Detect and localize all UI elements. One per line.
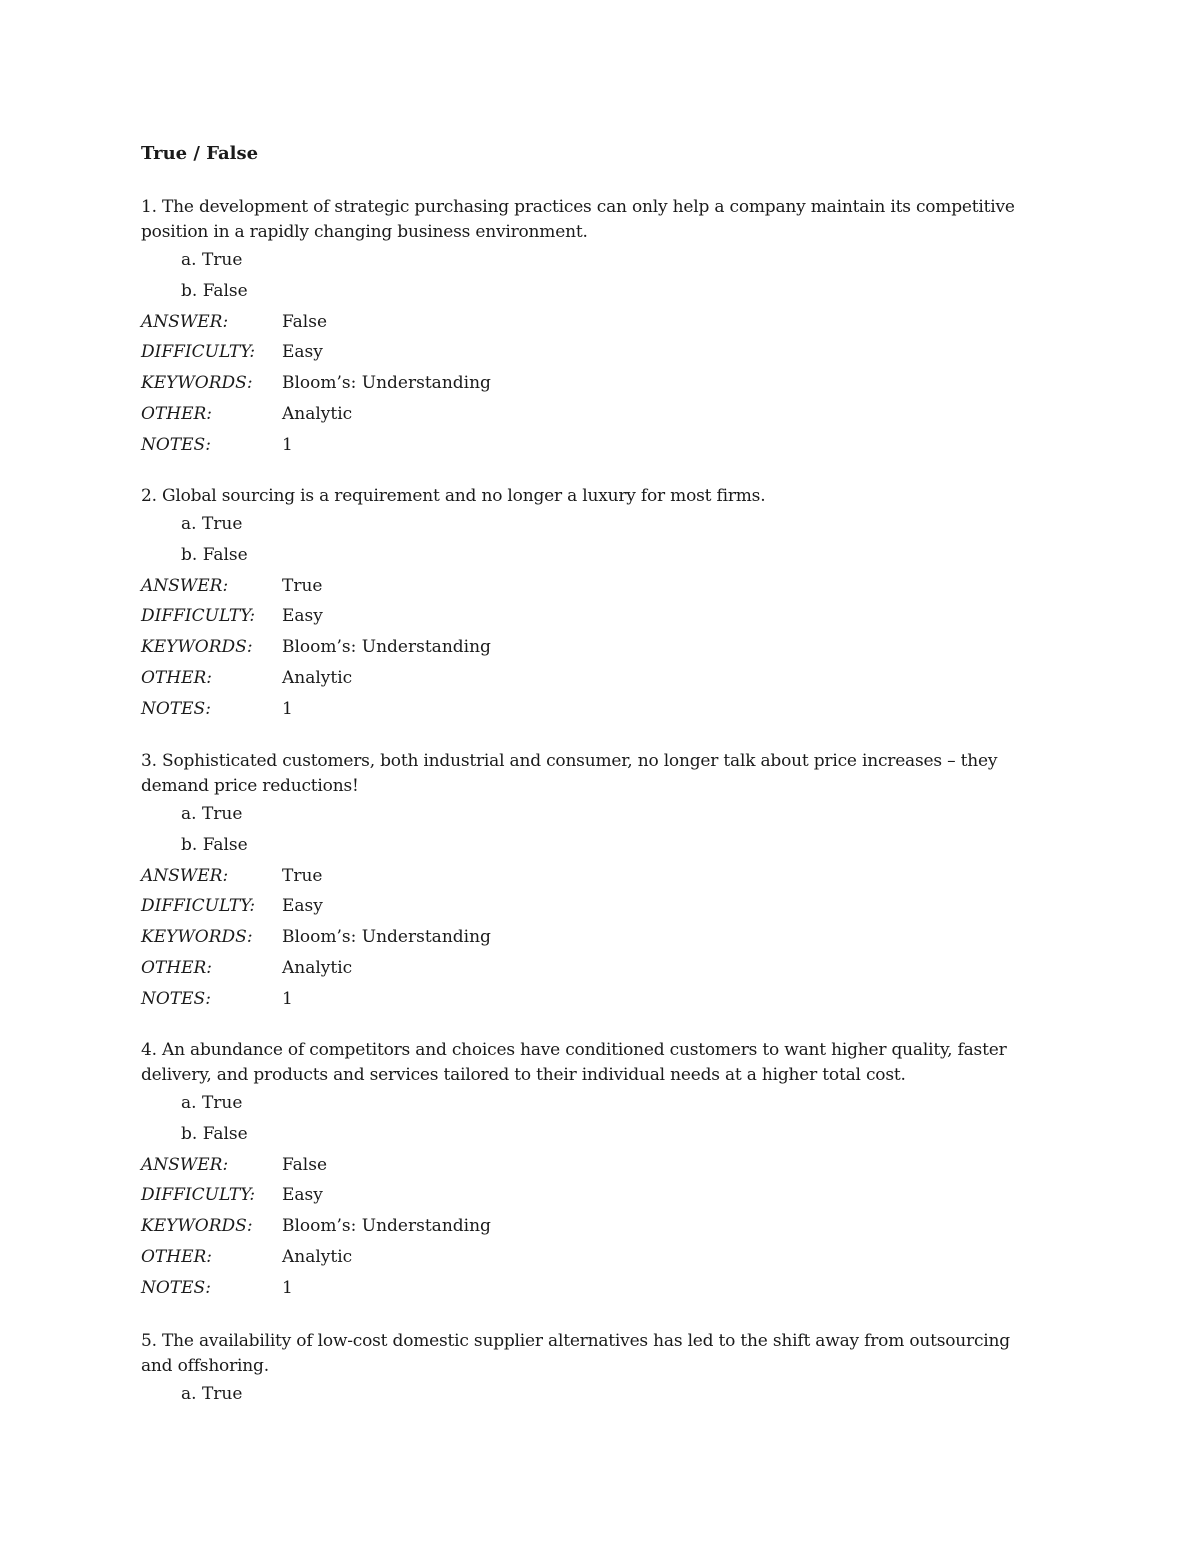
notes-label: NOTES: <box>141 434 211 455</box>
option-b: b. False <box>181 280 248 301</box>
difficulty-label: DIFFICULTY: <box>141 1185 256 1206</box>
notes-value: 1 <box>282 698 293 719</box>
option-a: a. True <box>181 804 243 824</box>
difficulty-row <box>141 891 1041 922</box>
keywords-row <box>141 368 1041 399</box>
answer-value: False <box>282 311 327 332</box>
other-label: OTHER: <box>141 957 213 978</box>
other-row <box>141 399 1041 430</box>
option-b: b. False <box>181 544 248 565</box>
option-b: b. False <box>181 1123 248 1144</box>
other-row <box>141 953 1041 984</box>
keywords-value: Bloom’s: Understanding <box>282 1216 491 1237</box>
difficulty-row <box>141 601 1041 632</box>
notes-row <box>141 694 1041 725</box>
other-value: Analytic <box>282 403 353 424</box>
keywords-value: Bloom’s: Understanding <box>282 373 491 394</box>
other-row <box>141 663 1041 694</box>
difficulty-value: Easy <box>282 342 323 363</box>
difficulty-label: DIFFICULTY: <box>141 342 256 363</box>
answer-row <box>141 1150 1041 1181</box>
other-row <box>141 1242 1041 1273</box>
other-label: OTHER: <box>141 403 213 424</box>
question-4 <box>141 1038 1041 1304</box>
question-2 <box>141 484 1041 725</box>
keywords-value: Bloom’s: Understanding <box>282 637 491 658</box>
notes-label: NOTES: <box>141 1277 211 1298</box>
answer-label: ANSWER: <box>141 575 229 596</box>
difficulty-value: Easy <box>282 1185 323 1206</box>
question-text: 1. The development of strategic purchasing practices can only help a company maintain its competitive position in a rapidly changing business environment. <box>141 197 1015 242</box>
notes-row <box>141 1273 1041 1304</box>
difficulty-value: Easy <box>282 606 323 627</box>
difficulty-row <box>141 1180 1041 1211</box>
question-text: 4. An abundance of competitors and choices have conditioned customers to want higher quality, faster delivery, and products and services tailored to their individual needs at a higher total cost. <box>141 1040 1007 1085</box>
notes-value: 1 <box>282 1277 293 1298</box>
question-text: 3. Sophisticated customers, both industrial and consumer, no longer talk about price increases – they demand price reductions! <box>141 751 998 796</box>
option-a: a. True <box>181 1093 243 1113</box>
other-value: Analytic <box>282 667 353 688</box>
notes-value: 1 <box>282 988 293 1009</box>
other-label: OTHER: <box>141 667 213 688</box>
notes-label: NOTES: <box>141 988 211 1009</box>
difficulty-value: Easy <box>282 896 323 917</box>
other-value: Analytic <box>282 957 353 978</box>
answer-value: True <box>282 575 323 596</box>
answer-label: ANSWER: <box>141 311 229 332</box>
notes-row <box>141 984 1041 1015</box>
question-5 <box>141 1329 1041 1410</box>
answer-label: ANSWER: <box>141 865 229 886</box>
keywords-label: KEYWORDS: <box>141 637 253 658</box>
question-1 <box>141 195 1041 461</box>
answer-label: ANSWER: <box>141 1154 229 1175</box>
option-a: a. True <box>181 514 243 534</box>
difficulty-label: DIFFICULTY: <box>141 896 256 917</box>
keywords-row <box>141 632 1041 663</box>
other-value: Analytic <box>282 1246 353 1267</box>
difficulty-row <box>141 337 1041 368</box>
option-a: a. True <box>181 1384 243 1404</box>
keywords-label: KEYWORDS: <box>141 927 253 948</box>
question-3 <box>141 749 1041 1015</box>
notes-value: 1 <box>282 434 293 455</box>
answer-row <box>141 571 1041 602</box>
keywords-label: KEYWORDS: <box>141 373 253 394</box>
keywords-value: Bloom’s: Understanding <box>282 927 491 948</box>
answer-value: False <box>282 1154 327 1175</box>
option-b: b. False <box>181 834 248 855</box>
question-text: 2. Global sourcing is a requirement and no longer a luxury for most firms. <box>141 486 766 506</box>
keywords-row <box>141 922 1041 953</box>
section-title: True / False <box>141 143 259 164</box>
keywords-label: KEYWORDS: <box>141 1216 253 1237</box>
notes-label: NOTES: <box>141 698 211 719</box>
answer-row <box>141 861 1041 892</box>
other-label: OTHER: <box>141 1246 213 1267</box>
keywords-row <box>141 1211 1041 1242</box>
answer-row <box>141 307 1041 338</box>
option-a: a. True <box>181 250 243 270</box>
difficulty-label: DIFFICULTY: <box>141 606 256 627</box>
notes-row <box>141 430 1041 461</box>
answer-value: True <box>282 865 323 886</box>
question-text: 5. The availability of low-cost domestic supplier alternatives has led to the shift away from outsourcing and offshoring. <box>141 1331 1010 1376</box>
